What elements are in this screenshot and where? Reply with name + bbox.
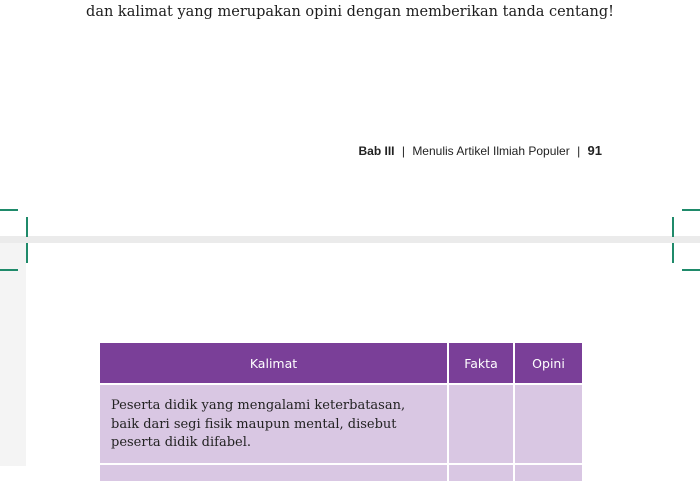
crop-mark-right-top-h xyxy=(682,209,700,211)
cell-next-kalimat xyxy=(100,464,448,481)
cell-kalimat: Peserta didik yang mengalami keterbatasan, baik dari segi fisik maupun mental, disebut peserta didik difabel. xyxy=(100,384,448,464)
cell-fakta-checkbox[interactable] xyxy=(448,384,514,464)
header-fakta: Fakta xyxy=(448,343,514,384)
page-margin-strip xyxy=(0,243,26,466)
cell-next-opini[interactable] xyxy=(514,464,582,481)
table-row xyxy=(100,384,582,464)
chapter-title: Menulis Artikel Ilmiah Populer xyxy=(412,144,570,158)
page-footer xyxy=(358,143,602,158)
table-header-row xyxy=(100,343,582,384)
book-page-upper xyxy=(0,0,700,236)
crop-mark-left-bottom-h xyxy=(0,269,18,271)
page-gap xyxy=(0,236,700,243)
crop-mark-left-bottom-v xyxy=(26,243,28,263)
footer-separator-2: | xyxy=(577,144,581,158)
crop-mark-left-top-h xyxy=(0,209,18,211)
header-opini: Opini xyxy=(514,343,582,384)
footer-separator: | xyxy=(401,144,405,158)
cell-next-fakta[interactable] xyxy=(448,464,514,481)
crop-mark-right-top-v xyxy=(672,217,674,237)
instruction-text: dan kalimat yang merupakan opini dengan memberikan tanda centang! xyxy=(86,4,614,20)
fact-opinion-table xyxy=(100,343,582,481)
cell-opini-checkbox[interactable] xyxy=(514,384,582,464)
header-kalimat: Kalimat xyxy=(100,343,448,384)
chapter-label: Bab III xyxy=(358,144,395,158)
crop-mark-right-bottom-v xyxy=(672,243,674,263)
page-number: 91 xyxy=(587,143,602,158)
crop-mark-left-top-v xyxy=(26,217,28,237)
crop-mark-right-bottom-h xyxy=(682,269,700,271)
table-row-next xyxy=(100,464,582,481)
